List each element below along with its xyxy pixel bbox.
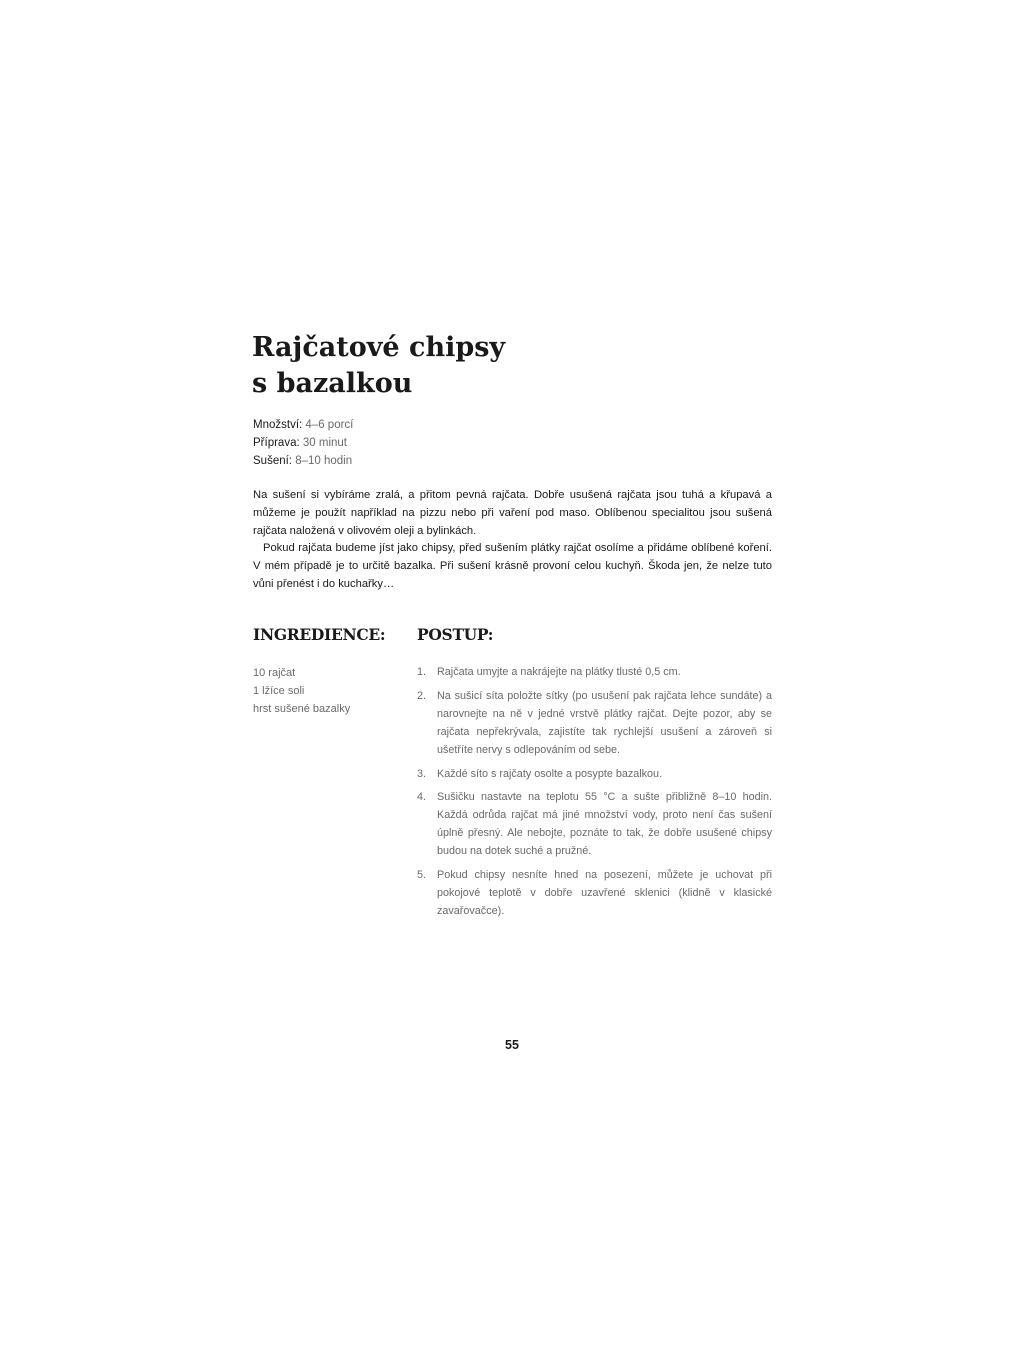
step-text: Každé síto s rajčaty osolte a posypte bazalkou. (437, 767, 663, 780)
ingredients-list (253, 664, 350, 718)
recipe-title (252, 330, 505, 402)
meta-label: Množství: (253, 419, 303, 431)
meta-quantity (253, 416, 353, 434)
recipe-meta (253, 416, 353, 470)
step-text: Pokud chipsy nesníte hned na posezení, můžete je uchovat při pokojové teplotě v dobře uzavřené sklenici (klidně v klasické zavařovačce). (437, 869, 772, 917)
recipe-title-line-2: s bazalkou (252, 368, 413, 399)
steps-heading: POSTUP: (417, 625, 494, 644)
step-number: 1. (417, 666, 427, 678)
step-text: Sušičku nastavte na teplotu 55 °C a sušte přibližně 8–10 hodin. Každá odrůda rajčat má jiné množství vody, proto není čas sušení úplně přesný. Ale nebojte, poznáte to tak, že dobře usušené chipsy budou na dotek suché a pružné. (437, 791, 772, 858)
steps-list (417, 664, 772, 927)
step-text: Na sušicí síta položte sítky (po usušení pak rajčata lehce sundáte) a narovnejte na ně v jedné vrstvě plátky rajčat. Dejte pozor, aby se rajčata nepřekrývala, zajistíte tak rychlejší usušení a zároveň si ušetříte nervy s odlepováním od sebe. (437, 689, 772, 756)
step-item (417, 867, 772, 921)
step-item (417, 664, 772, 682)
meta-preparation (253, 434, 353, 452)
step-item (417, 766, 772, 784)
ingredient-item: 1 lžíce soli (253, 685, 305, 697)
step-number: 4. (417, 791, 427, 804)
step-text: Rajčata umyjte a nakrájejte na plátky tlusté 0,5 cm. (437, 666, 681, 678)
intro-paragraph: Na sušení si vybíráme zralá, a přitom pevná rajčata. Dobře usušená rajčata jsou tuhá a křupavá a můžeme je použít například na pizzu nebo při vaření pod maso. Oblíbenou specialitou jsou sušená rajčata naložená v olivovém oleji a bylinkách. (253, 489, 772, 537)
step-number: 2. (417, 689, 427, 702)
step-item (417, 789, 772, 861)
ingredient-item: 10 rajčat (253, 667, 296, 679)
intro-paragraph: Pokud rajčata budeme jíst jako chipsy, před sušením plátky rajčat osolíme a přidáme oblíbené koření. V mém případě je to určitě bazalka. Při sušení krásně provoní celou kuchyň. Škoda jen, že nelze tuto vůni přenést i do kuchařky… (253, 542, 772, 590)
meta-label: Příprava: (253, 437, 300, 449)
meta-value: 8–10 hodin (295, 455, 353, 467)
recipe-intro (253, 487, 772, 594)
meta-value: 4–6 porcí (305, 419, 354, 431)
step-number: 5. (417, 869, 427, 882)
step-item (417, 688, 772, 760)
ingredient-item: hrst sušené bazalky (253, 703, 351, 715)
meta-drying (253, 452, 353, 470)
page-number: 55 (505, 1038, 519, 1052)
step-number: 3. (417, 767, 427, 780)
ingredients-heading: INGREDIENCE: (253, 625, 386, 644)
meta-label: Sušení: (253, 455, 292, 467)
recipe-title-line-1: Rajčatové chipsy (252, 332, 506, 363)
meta-value: 30 minut (302, 437, 347, 449)
